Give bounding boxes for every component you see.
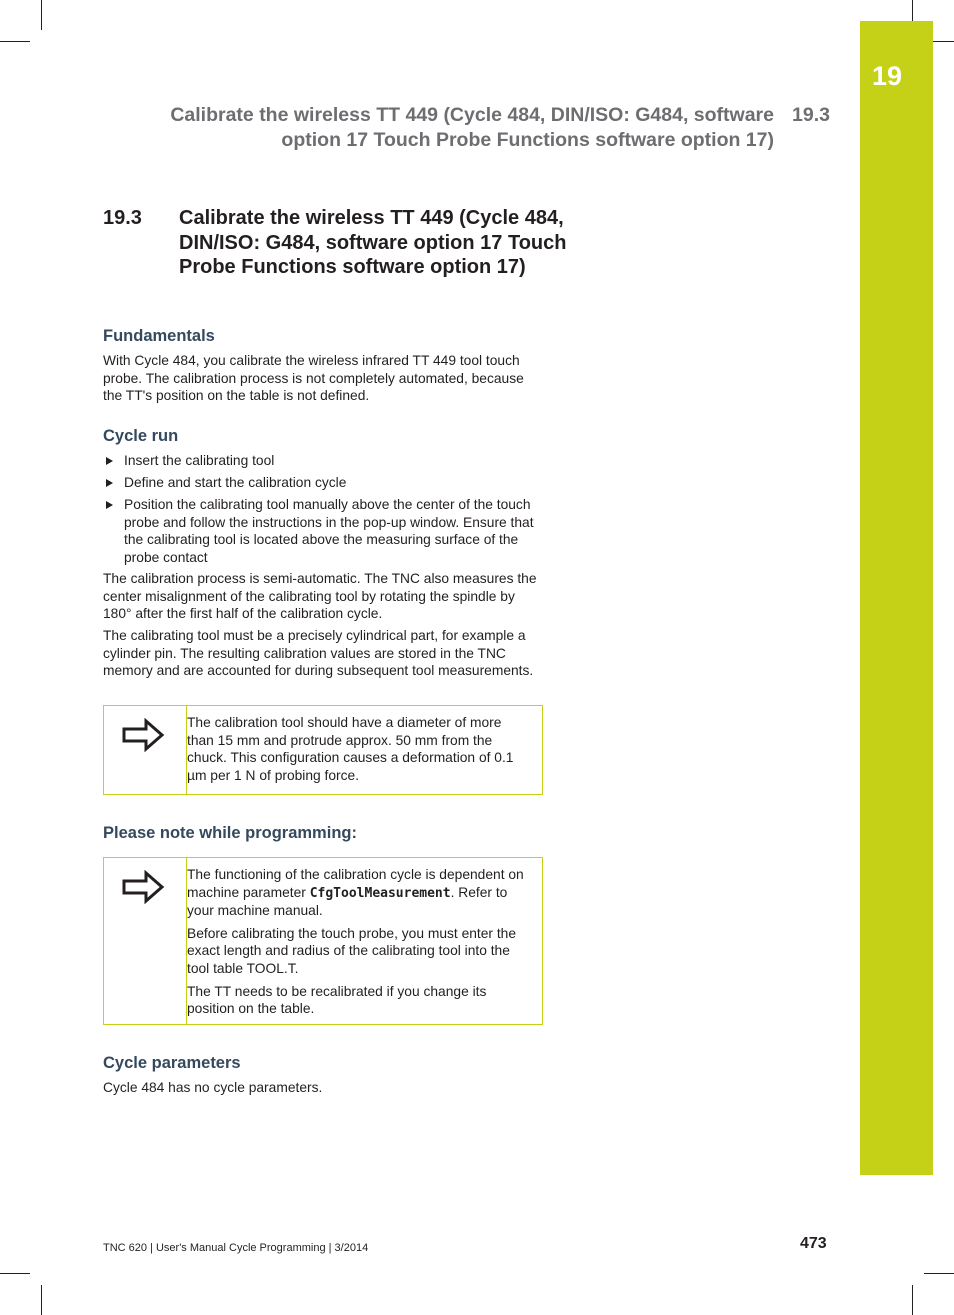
cycle-parameters-text: Cycle 484 has no cycle parameters. [103,1080,323,1095]
running-header-section: 19.3 [792,104,830,126]
list-item [103,474,543,492]
note-body [187,858,542,1026]
cycle-parameters-heading: Cycle parameters [103,1054,241,1072]
machine-parameter: CfgToolMeasurement [309,885,451,901]
note-text-part: . Refer to your machine manual. [187,884,508,919]
note-box [103,705,543,795]
arrow-right-outline-icon [122,718,164,752]
list-item [103,452,543,470]
programming-heading: Please note while programming: [103,824,357,842]
note-text: The TT needs to be recalibrated if you change its position on the table. [187,983,487,1017]
triangle-bullet-icon [106,479,113,487]
cycle-run-paragraph: The calibration process is semi-automatic. The TNC also measures the center misalignment of the calibrating tool by rotating the spindle by 180° after the first half of the calibration cycle. [103,571,537,622]
crop-mark [0,1273,30,1274]
note-text: Before calibrating the touch probe, you must enter the exact length and radius of the calibrating tool into the tool table TOOL.T. [187,925,517,976]
crop-mark [924,1273,954,1274]
page-number: 473 [800,1235,827,1252]
note-divider [186,706,187,794]
footer-text: TNC 620 | User's Manual Cycle Programming | 3/2014 [103,1242,369,1254]
section-number: 19.3 [103,207,142,229]
list-item-text: Define and start the calibration cycle [124,475,347,491]
chapter-number: 19 [871,61,903,91]
crop-mark [41,1285,42,1315]
cycle-run-paragraph: The calibrating tool must be a precisely cylindrical part, for example a cylinder pin. The resulting calibration values are stored in the TNC memory and are accounted for during subsequent tool measurements. [103,628,534,679]
fundamentals-text: With Cycle 484, you calibrate the wireless infrared TT 449 tool touch probe. The calibration process is not completely automated, because the TT's position on the table is not defined. [103,353,524,404]
list-item [103,496,543,566]
list-item-text: Insert the calibrating tool [124,453,275,468]
section-title: Calibrate the wireless TT 449 (Cycle 484, DIN/ISO: G484, software option 17 Touch Probe Functions software option 17) [179,207,567,278]
list-item-text: Position the calibrating tool manually above the center of the touch probe and follow the instructions in the pop-up window. Ensure that the calibrating tool is located above the measuring surface of the probe contact [124,497,534,565]
note-text [187,866,532,920]
chapter-tab [860,21,933,1175]
fundamentals-heading: Fundamentals [103,327,215,345]
triangle-bullet-icon [106,457,113,465]
triangle-bullet-icon [106,501,113,509]
cycle-run-heading: Cycle run [103,427,179,445]
arrow-right-outline-icon [122,870,164,904]
note-box [103,857,543,1025]
note-text-part: The functioning of the calibration cycle is dependent on machine parameter [187,867,524,900]
crop-mark [912,1285,913,1315]
note-text: The calibration tool should have a diameter of more than 15 mm and protrude approx. 50 mm from the chuck. This configuration causes a deformation of 0.1 µm per 1 N of probing force. [187,715,514,783]
running-header-title: Calibrate the wireless TT 449 (Cycle 484, DIN/ISO: G484, software option 17 Touch Probe Functions software option 17) [170,104,774,151]
cycle-run-list [103,452,543,571]
crop-mark [41,0,42,30]
crop-mark [0,41,30,42]
note-body [187,706,542,792]
note-divider [186,858,187,1024]
